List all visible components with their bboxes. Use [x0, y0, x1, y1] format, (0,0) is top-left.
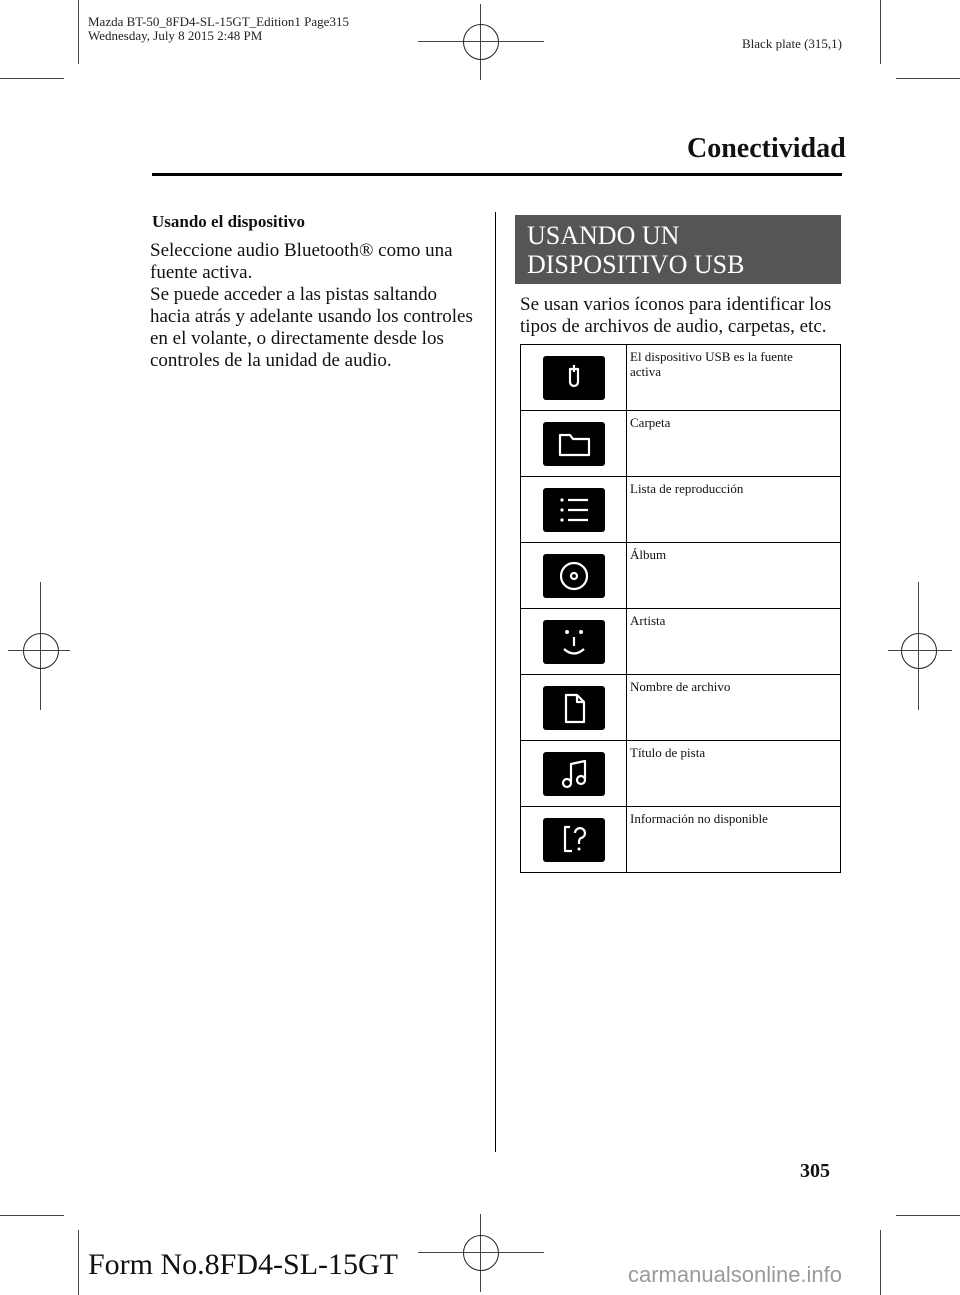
crop-mark	[78, 0, 79, 64]
album-disc-icon	[543, 554, 605, 598]
crop-mark	[896, 1215, 960, 1216]
crop-mark	[880, 1230, 881, 1295]
table-row	[521, 741, 841, 807]
file-icon	[543, 686, 605, 730]
folder-icon	[543, 422, 605, 466]
intro-paragraph	[520, 294, 842, 338]
body-line: en el volante, o directamente desde los	[150, 328, 444, 349]
table-row	[521, 543, 841, 609]
banner-line: USANDO UN	[527, 221, 680, 250]
registration-mark-circle	[901, 633, 937, 669]
section-title: Conectividad	[687, 133, 846, 164]
icon-cell	[521, 477, 627, 543]
usb-icon	[543, 356, 605, 400]
description-line: Carpeta	[630, 415, 671, 430]
description-line: Título de pista	[630, 745, 706, 760]
icon-cell	[521, 345, 627, 411]
intro-line: Se usan varios íconos para identificar los	[520, 294, 832, 315]
table-row	[521, 477, 841, 543]
column-divider	[495, 212, 496, 1152]
subheading-using-device: Usando el dispositivo	[152, 212, 306, 231]
body-line: hacia atrás y adelante usando los controles	[150, 306, 473, 327]
table-row	[521, 807, 841, 873]
description-line: Lista de reproducción	[630, 481, 744, 496]
body-line: Se puede acceder a las pistas saltando	[150, 284, 437, 305]
body-line: controles de la unidad de audio.	[150, 350, 392, 371]
description-line: Información no disponible	[630, 811, 768, 826]
icon-cell	[521, 675, 627, 741]
body-line: fuente activa.	[150, 262, 253, 283]
description-line: Artista	[630, 613, 666, 628]
icon-cell	[521, 609, 627, 675]
banner-line: DISPOSITIVO USB	[527, 250, 745, 279]
unknown-info-icon	[543, 818, 605, 862]
form-number: Form No.8FD4-SL-15GT	[88, 1248, 399, 1281]
icon-description	[627, 345, 841, 411]
icon-cell	[521, 543, 627, 609]
playlist-icon	[543, 488, 605, 532]
icon-description	[627, 675, 841, 741]
body-paragraph	[150, 240, 480, 372]
intro-line: tipos de archivos de audio, carpetas, etc.	[520, 316, 827, 337]
crop-mark	[896, 78, 960, 79]
page-number: 305	[800, 1160, 830, 1182]
watermark: carmanualsonline.info	[628, 1262, 843, 1287]
artist-face-icon	[543, 620, 605, 664]
description-line: Álbum	[630, 547, 667, 562]
icon-description	[627, 543, 841, 609]
print-job-line-1: Mazda BT-50_8FD4-SL-15GT_Edition1 Page315	[88, 14, 349, 29]
icon-cell	[521, 411, 627, 477]
icon-cell	[521, 807, 627, 873]
table-row	[521, 675, 841, 741]
icon-description	[627, 741, 841, 807]
icon-description	[627, 807, 841, 873]
music-note-icon	[543, 752, 605, 796]
title-rule	[152, 173, 842, 176]
registration-mark-circle	[463, 1235, 499, 1271]
print-job-line-2: Wednesday, July 8 2015 2:48 PM	[88, 28, 263, 43]
icon-description	[627, 609, 841, 675]
registration-mark-circle	[23, 633, 59, 669]
table-row	[521, 609, 841, 675]
crop-mark	[0, 78, 64, 79]
description-line: El dispositivo USB es la fuente	[630, 349, 793, 364]
icon-cell	[521, 741, 627, 807]
table-row	[521, 411, 841, 477]
registration-mark-circle	[463, 24, 499, 60]
body-line: Seleccione audio Bluetooth® como una	[150, 240, 453, 261]
description-line: activa	[630, 364, 662, 379]
icon-description	[627, 477, 841, 543]
crop-mark	[880, 0, 881, 64]
crop-mark	[78, 1230, 79, 1295]
plate-label: Black plate (315,1)	[742, 36, 842, 51]
table-row	[521, 345, 841, 411]
usb-section-banner	[515, 215, 841, 284]
icon-legend-table	[520, 344, 841, 873]
description-line: Nombre de archivo	[630, 679, 731, 694]
icon-description	[627, 411, 841, 477]
crop-mark	[0, 1215, 64, 1216]
